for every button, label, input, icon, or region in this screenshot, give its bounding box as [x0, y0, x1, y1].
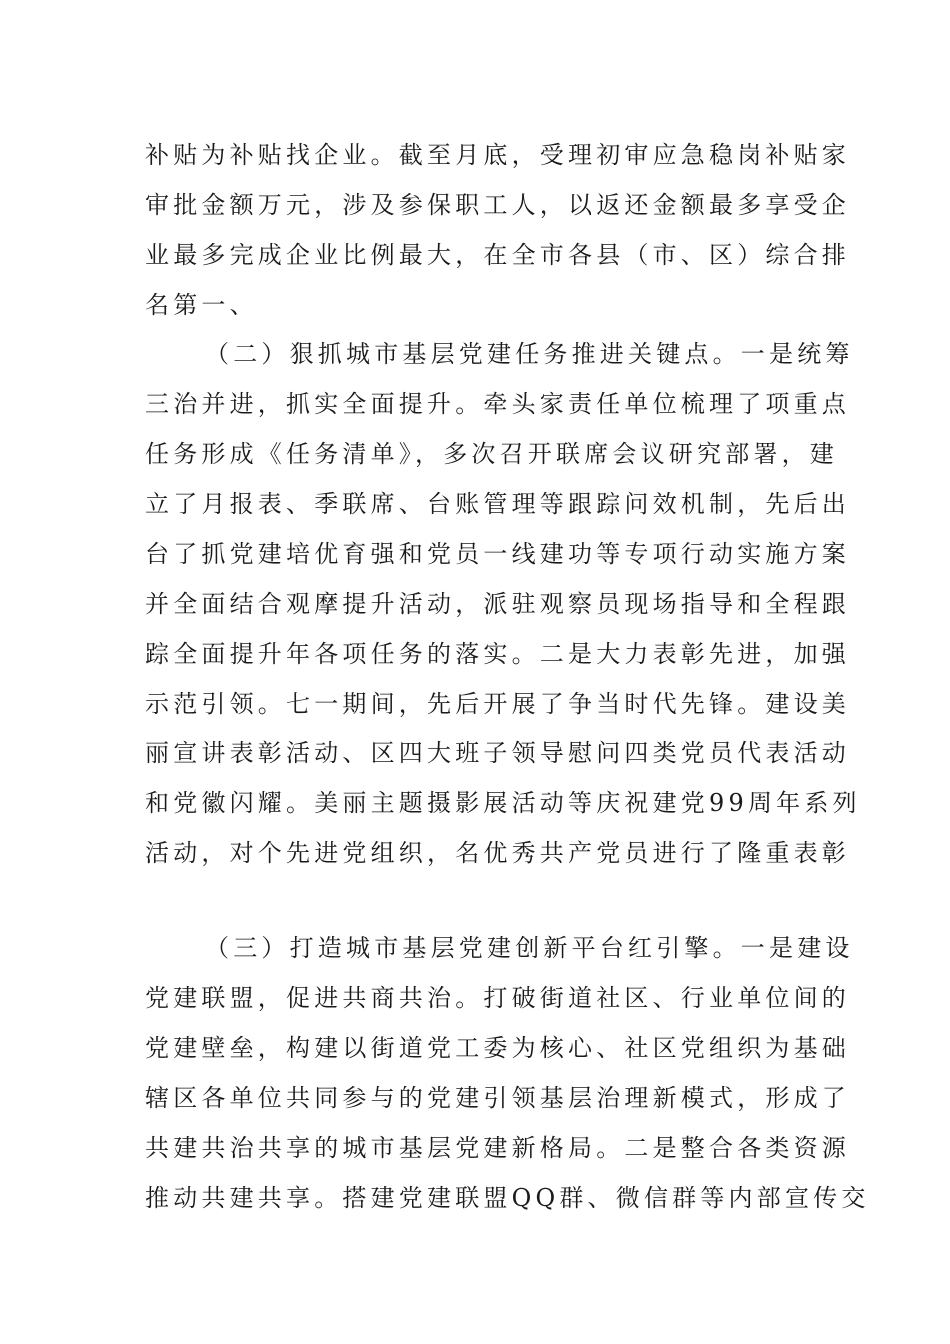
text-line: 和党徽闪耀。美丽主题摄影展活动等庆祝建党99周年系列: [145, 789, 861, 817]
paragraph-heading-2: （二）狠抓城市基层党建任务推进关键点。一是统筹: [205, 340, 854, 368]
text-line: 名第一、: [145, 291, 258, 319]
text-line: 共建共治共享的城市基层党建新格局。二是整合各类资源: [145, 1134, 850, 1162]
text-line: 任务形成《任务清单》，多次召开联席会议研究部署，建: [145, 440, 838, 468]
paragraph-heading-3: （三）打造城市基层党建创新平台红引擎。一是建设: [205, 934, 854, 962]
text-line: 审批金额万元，涉及参保职工人，以返还金额最多享受企: [145, 191, 850, 219]
text-line: 党建壁垒，构建以街道党工委为核心、社区党组织为基础: [145, 1034, 850, 1062]
text-line: 示范引领。七一期间，先后开展了争当时代先锋。建设美: [145, 690, 850, 718]
text-line: 丽宣讲表彰活动、区四大班子领导慰问四类党员代表活动: [145, 739, 850, 767]
text-line: 辖区各单位共同参与的党建引领基层治理新模式，形成了: [145, 1084, 850, 1112]
text-line: 补贴为补贴找企业。截至月底，受理初审应急稳岗补贴家: [145, 141, 850, 169]
text-line: 并全面结合观摩提升活动，派驻观察员现场指导和全程跟: [145, 590, 850, 618]
text-line: 党建联盟，促进共商共治。打破街道社区、行业单位间的: [145, 984, 850, 1012]
text-line: 业最多完成企业比例最大，在全市各县（市、区）综合排: [145, 241, 850, 269]
text-line: 三治并进，抓实全面提升。牵头家责任单位梳理了项重点: [145, 390, 850, 418]
text-line: 推动共建共享。搭建党建联盟QQ群、微信群等内部宣传交: [145, 1184, 870, 1212]
text-line: 踪全面提升年各项任务的落实。二是大力表彰先进，加强: [145, 640, 850, 668]
text-line: 立了月报表、季联席、台账管理等跟踪问效机制，先后出: [145, 490, 850, 518]
text-line: 活动，对个先进党组织，名优秀共产党员进行了隆重表彰: [145, 839, 850, 867]
text-line: 台了抓党建培优育强和党员一线建功等专项行动实施方案: [145, 540, 850, 568]
